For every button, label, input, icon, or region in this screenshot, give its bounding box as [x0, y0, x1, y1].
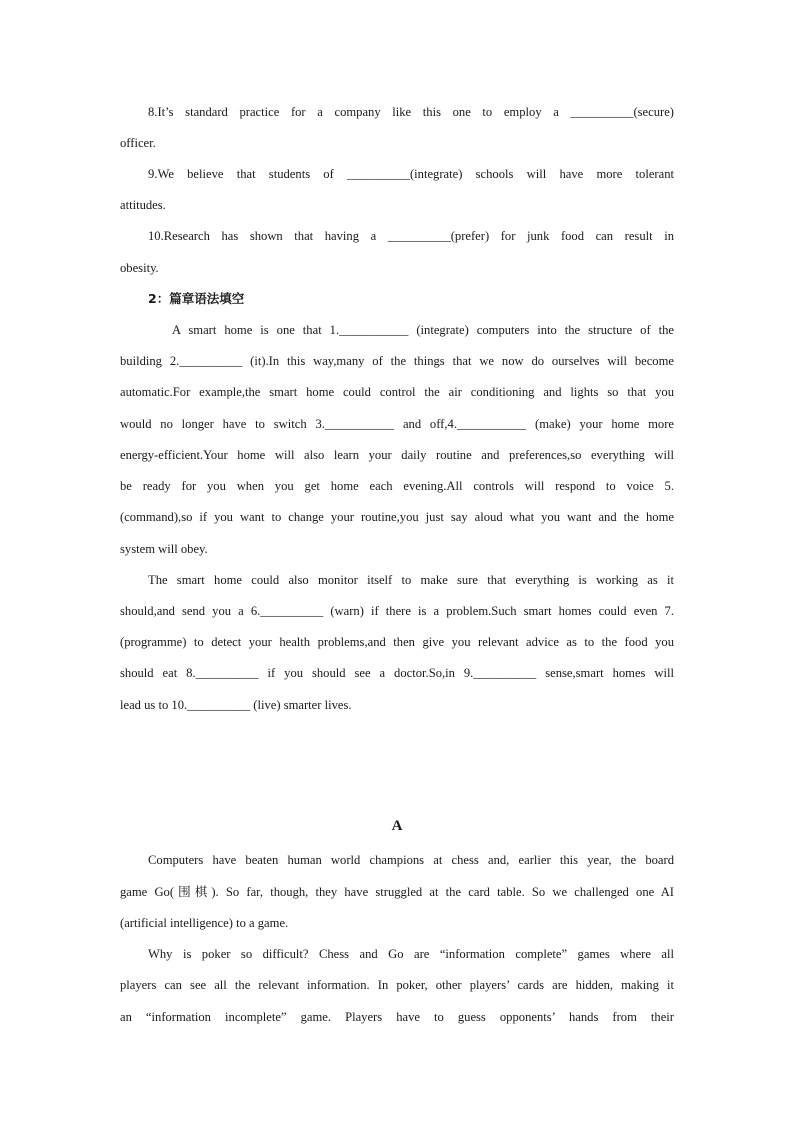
- reading-line: Why is poker so difficult? Chess and Go are “information complete” games where all: [148, 947, 674, 961]
- section-heading-grammar-fill: 2：篇章语法填空: [148, 291, 245, 306]
- passage-line: The smart home could also monitor itself to make sure that everything is working as it: [148, 573, 674, 587]
- reading-line: (artificial intelligence) to a game.: [120, 916, 289, 930]
- exercise-10-line-1: 10.Research has shown that having a __________(prefer) for junk food can result in: [148, 229, 674, 243]
- passage-line: (command),so if you want to change your routine,you just say aloud what you want and the home: [120, 510, 674, 524]
- exercise-8-line-2: officer.: [120, 136, 156, 150]
- passage-line: automatic.For example,the smart home could control the air conditioning and lights so that you: [120, 385, 674, 399]
- passage-line: should eat 8.__________ if you should see a doctor.So,in 9.__________ sense,smart homes will: [120, 666, 674, 680]
- reading-line: Computers have beaten human world champions at chess and, earlier this year, the board: [148, 853, 674, 867]
- passage-line: would no longer have to switch 3.___________ and off,4.___________ (make) your home more: [120, 417, 674, 431]
- passage-line: should,and send you a 6.__________ (warn) if there is a problem.Such smart homes could even 7.: [120, 604, 674, 618]
- reading-line: players can see all the relevant information. In poker, other players’ cards are hidden, making it: [120, 978, 674, 992]
- passage-line: be ready for you when you get home each evening.All controls will respond to voice 5.: [120, 479, 674, 493]
- passage-line: (programme) to detect your health problems,and then give you relevant advice as to the food you: [120, 635, 674, 649]
- section-title-a: A: [391, 818, 403, 834]
- exercise-8-line-1: 8.It’s standard practice for a company like this one to employ a __________(secure): [148, 105, 674, 119]
- passage-line: building 2.__________ (it).In this way,many of the things that we now do ourselves will become: [120, 354, 674, 368]
- passage-line: lead us to 10.__________ (live) smarter lives.: [120, 698, 352, 712]
- passage-line: system will obey.: [120, 542, 208, 556]
- passage-line: energy-efficient.Your home will also learn your daily routine and preferences,so everything will: [120, 448, 674, 462]
- reading-line: game Go(围棋). So far, though, they have struggled at the card table. So we challenged one AI: [120, 885, 674, 899]
- exercise-10-line-2: obesity.: [120, 261, 159, 275]
- exercise-9-line-1: 9.We believe that students of __________(integrate) schools will have more tolerant: [148, 167, 674, 181]
- passage-line: A smart home is one that 1.___________ (integrate) computers into the structure of the: [172, 323, 674, 337]
- exercise-9-line-2: attitudes.: [120, 198, 166, 212]
- reading-line: an “information incomplete” game. Players have to guess opponents’ hands from their: [120, 1010, 674, 1024]
